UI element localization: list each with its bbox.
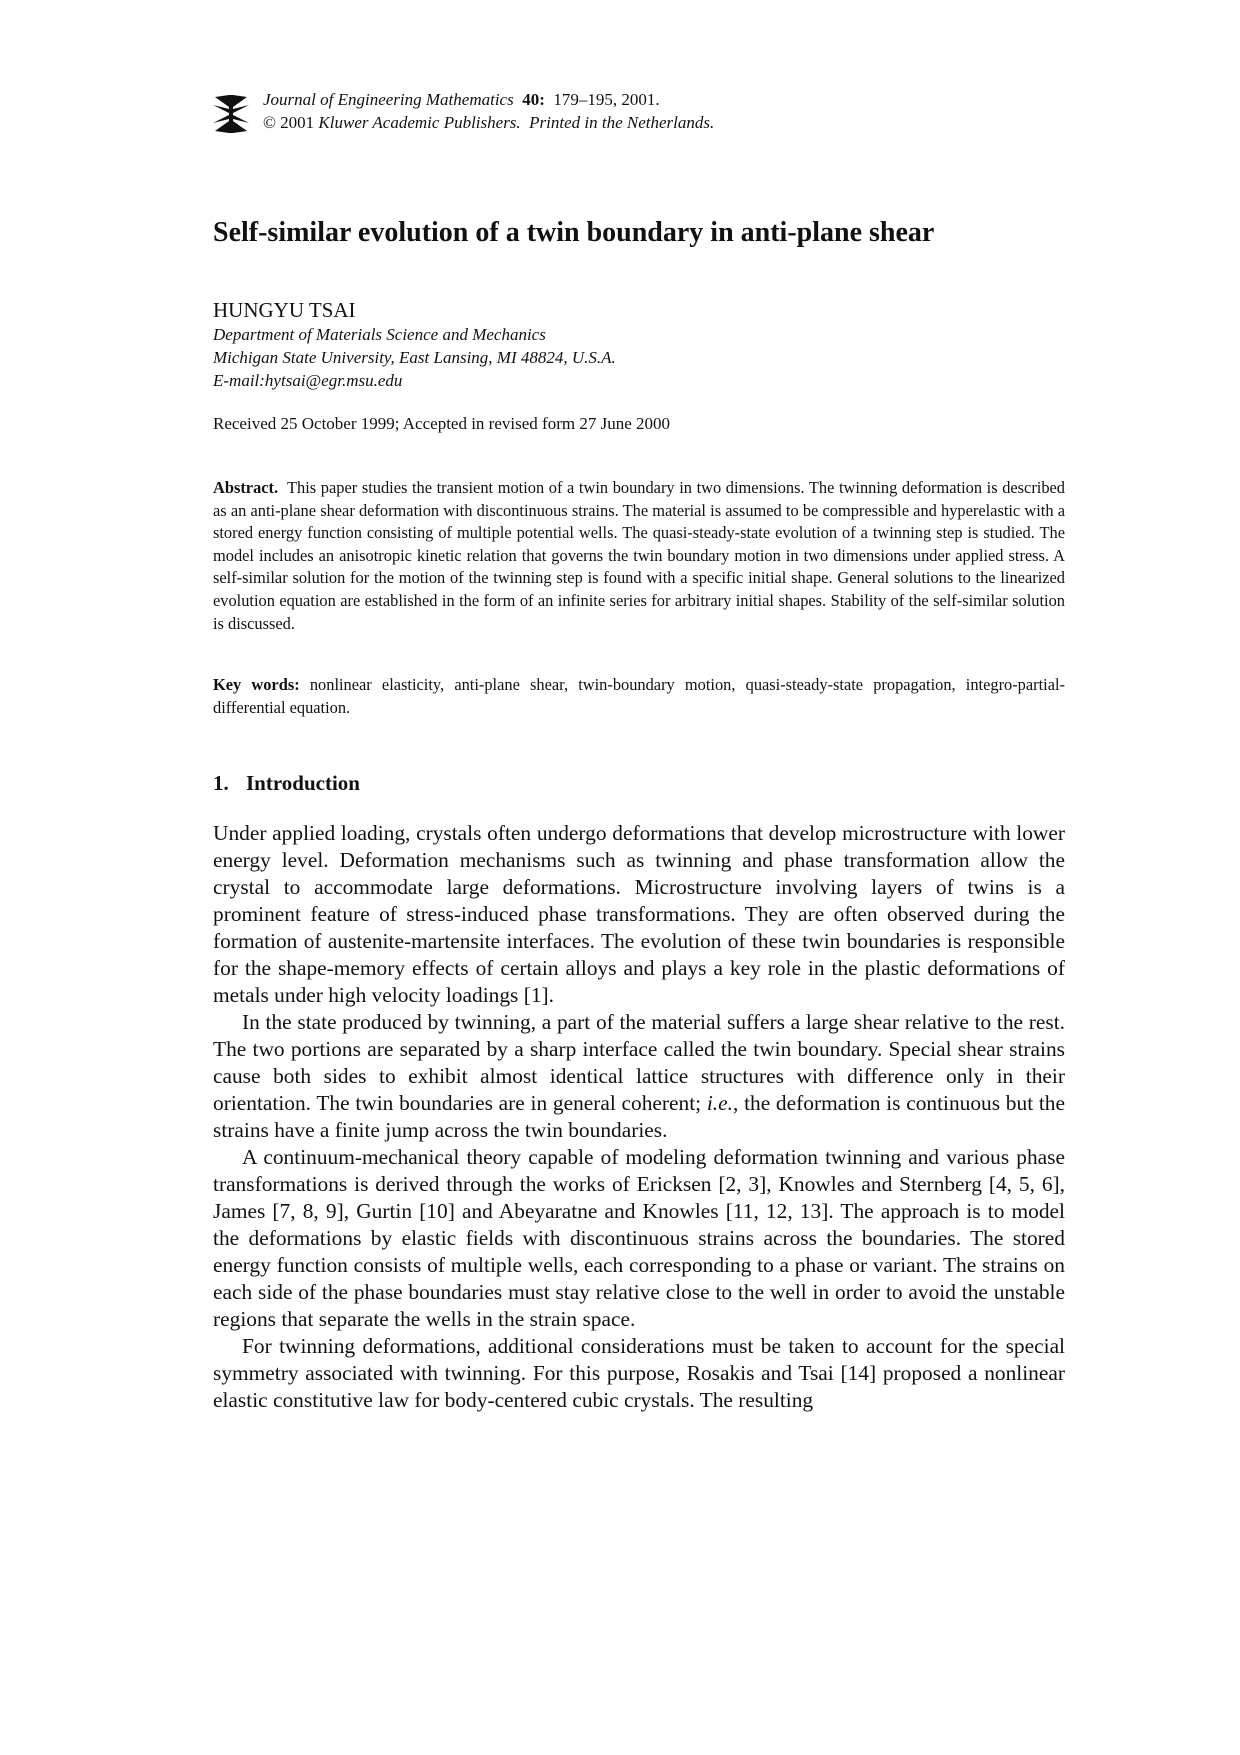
paragraph-2 xyxy=(213,1009,1065,1144)
printed-location: Printed in the Netherlands. xyxy=(529,113,715,132)
author-email: E-mail:hytsai@egr.msu.edu xyxy=(213,371,403,390)
section-number: 1. xyxy=(213,771,229,795)
journal-volume: 40: xyxy=(522,90,545,109)
author-department: Department of Materials Science and Mechanics xyxy=(213,325,546,344)
received-dates: Received 25 October 1999; Accepted in revised form 27 June 2000 xyxy=(213,414,670,433)
copyright: © 2001 xyxy=(263,113,315,132)
abstract xyxy=(213,477,1065,635)
journal-name: Journal of Engineering Mathematics xyxy=(263,90,514,109)
journal-line-1 xyxy=(263,88,714,111)
paper-title: Self-similar evolution of a twin boundary in anti-plane shear xyxy=(213,217,935,248)
body-text xyxy=(213,820,1065,1414)
keywords-text: nonlinear elasticity, anti-plane shear, twin-boundary motion, quasi-steady-state propagation, integro-partial-differential equation. xyxy=(213,675,1066,717)
paragraph-3: A continuum-mechanical theory capable of modeling deformation twinning and various phase transformations is derived through the works of Ericksen [2, 3], Knowles and Sternberg [4, 5, 6], James [7, 8, 9], Gurtin [10] and Abeyaratne and Knowles [11, 12, 13]. The approach is to model the deformations by elastic fields with discontinuous strains across the boundaries. The stored energy function consists of multiple wells, each corresponding to a phase or variant. The strains on each side of the phase boundaries must stay relative close to the well in order to avoid the unstable regions that separate the wells in the strain space. xyxy=(213,1145,1065,1331)
kluwer-logo-icon xyxy=(213,93,249,135)
abstract-label: Abstract. xyxy=(213,478,279,497)
author-block xyxy=(213,297,1065,392)
section-title: Introduction xyxy=(246,771,360,795)
paragraph-1: Under applied loading, crystals often undergo deformations that develop microstructure with lower energy level. Deformation mechanisms such as twinning and phase transformation allow the crystal to accommodate large deformations. Microstructure involving layers of twins is a prominent feature of stress-induced phase transformations. They are often observed during the formation of austenite-martensite interfaces. The evolution of these twin boundaries is responsible for the shape-memory effects of certain alloys and plays a key role in the plastic deformations of metals under high velocity loadings [1]. xyxy=(213,821,1065,1007)
publisher: Kluwer Academic Publishers. xyxy=(318,113,521,132)
section-heading-introduction xyxy=(213,770,360,796)
paragraph-2-italic: i.e. xyxy=(706,1091,733,1115)
paragraph-2-part-1: In the state produced by twinning, a part of the material suffers a large shear relative to the rest. The two portions are separated by a sharp interface called the twin boundary. Special shear strains cause both sides to exhibit almost identical lattice structures with difference only in their orientation. The twin boundaries are in general coherent; xyxy=(213,1010,1065,1115)
journal-line-2 xyxy=(263,111,714,134)
paragraph-4: For twinning deformations, additional considerations must be taken to account for the special symmetry associated with twinning. For this purpose, Rosakis and Tsai [14] proposed a nonlinear elastic constitutive law for body-centered cubic crystals. The resulting xyxy=(213,1334,1065,1412)
abstract-text: This paper studies the transient motion of a twin boundary in two dimensions. The twinning deformation is described as an anti-plane shear deformation with discontinuous strains. The material is assumed to be compressible and hyperelastic with a stored energy function consisting of multiple potential wells. The quasi-steady-state evolution of a twinning step is studied. The model includes an anisotropic kinetic relation that governs the twin boundary motion in two dimensions under applied stress. A self-similar solution for the motion of the twinning step is found with a specific initial shape. General solutions to the linearized evolution equation are established in the form of an infinite series for arbitrary initial shapes. Stability of the self-similar solution is discussed. xyxy=(213,478,1065,633)
keywords xyxy=(213,674,1065,719)
paragraph-2-part-2: , the deformation is continuous but the strains have a finite jump across the twin boundaries. xyxy=(213,1091,1065,1142)
journal-header xyxy=(213,88,1065,138)
journal-pages-year: 179–195, 2001. xyxy=(553,90,660,109)
journal-citation xyxy=(263,88,714,134)
author-university: Michigan State University, East Lansing, MI 48824, U.S.A. xyxy=(213,348,616,367)
author-name: HUNGYU TSAI xyxy=(213,298,356,322)
keywords-label: Key words: xyxy=(213,675,300,694)
